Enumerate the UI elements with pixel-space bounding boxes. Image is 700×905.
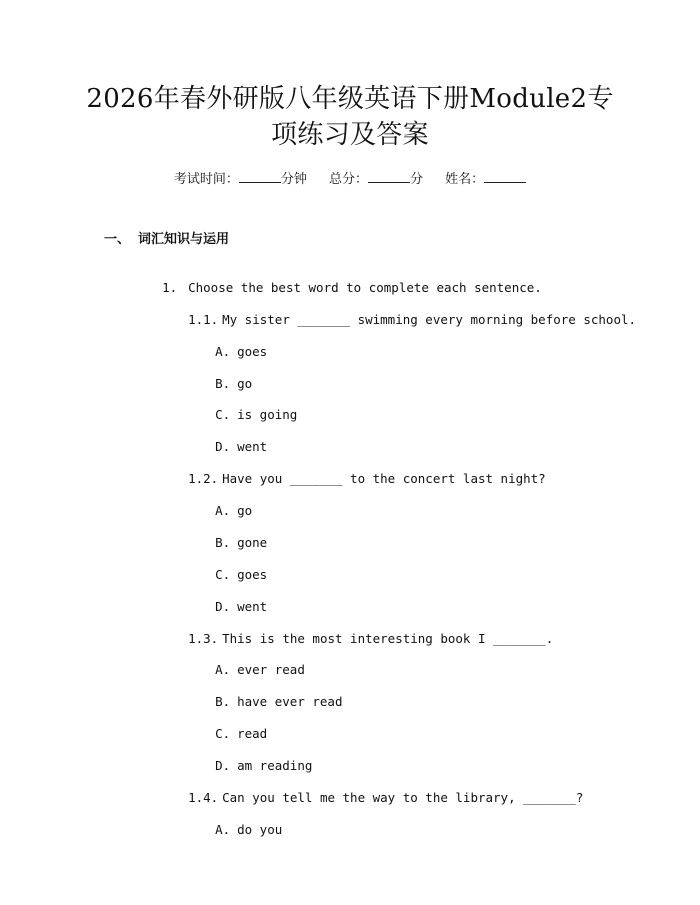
- option-text: is going: [237, 407, 298, 422]
- option-label: B.: [215, 535, 231, 550]
- document-title-line-1: 2026年春外研版八年级英语下册Module2专: [86, 84, 614, 114]
- option-label: A.: [215, 344, 231, 359]
- option-text: goes: [237, 344, 268, 359]
- option-label: A.: [215, 822, 231, 837]
- option-label: C.: [215, 567, 231, 582]
- option-text: read: [237, 726, 268, 741]
- option-label: B.: [215, 694, 231, 709]
- exam-name-label: 姓名：: [445, 172, 485, 187]
- exam-time-label: 考试时间：: [173, 172, 239, 187]
- section-number: 一、: [104, 232, 131, 247]
- question-number: 1.2.: [188, 471, 219, 486]
- exam-time-unit: 分钟: [280, 172, 307, 187]
- question-number: 1.4.: [188, 790, 219, 805]
- option-text: am reading: [237, 758, 313, 773]
- option-text: gone: [237, 535, 268, 550]
- exam-time: [174, 168, 307, 187]
- option-label: B.: [215, 376, 231, 391]
- exam-score: [329, 168, 423, 187]
- option-1-4-a[interactable]: [185, 803, 282, 857]
- question-number: 1.1.: [188, 312, 219, 327]
- section-title: 词汇知识与运用: [138, 232, 230, 247]
- option-label: C.: [215, 407, 231, 422]
- document-title-line-2: 项练习及答案: [271, 120, 429, 150]
- option-text: went: [237, 439, 268, 454]
- option-text: goes: [237, 567, 268, 582]
- exam-score-blank: [368, 170, 410, 183]
- question-text: Have you _______ to the concert last night?: [222, 471, 546, 486]
- question-text: Can you tell me the way to the library, _______?: [222, 790, 584, 805]
- option-label: D.: [215, 599, 231, 614]
- exam-name: [445, 168, 526, 187]
- option-label: D.: [215, 758, 231, 773]
- exam-score-label: 总分：: [328, 172, 368, 187]
- option-label: C.: [215, 726, 231, 741]
- question-text: This is the most interesting book I _______.: [222, 631, 554, 646]
- option-text: have ever read: [237, 694, 343, 709]
- exam-info: [0, 168, 700, 187]
- exam-score-unit: 分: [410, 172, 424, 187]
- option-label: A.: [215, 503, 231, 518]
- exam-time-blank: [239, 170, 281, 183]
- option-text: ever read: [237, 662, 305, 677]
- option-text: go: [237, 376, 253, 391]
- instruction-text: Choose the best word to complete each sentence.: [188, 280, 542, 295]
- option-label: A.: [215, 662, 231, 677]
- instruction-number: 1.: [162, 280, 178, 295]
- option-label: D.: [215, 439, 231, 454]
- question-number: 1.3.: [188, 631, 219, 646]
- section-heading: [104, 228, 229, 247]
- question-text: My sister _______ swimming every morning before school.: [222, 312, 637, 327]
- option-text: go: [237, 503, 253, 518]
- option-text: do you: [237, 822, 283, 837]
- exam-name-blank: [484, 170, 526, 183]
- option-text: went: [237, 599, 268, 614]
